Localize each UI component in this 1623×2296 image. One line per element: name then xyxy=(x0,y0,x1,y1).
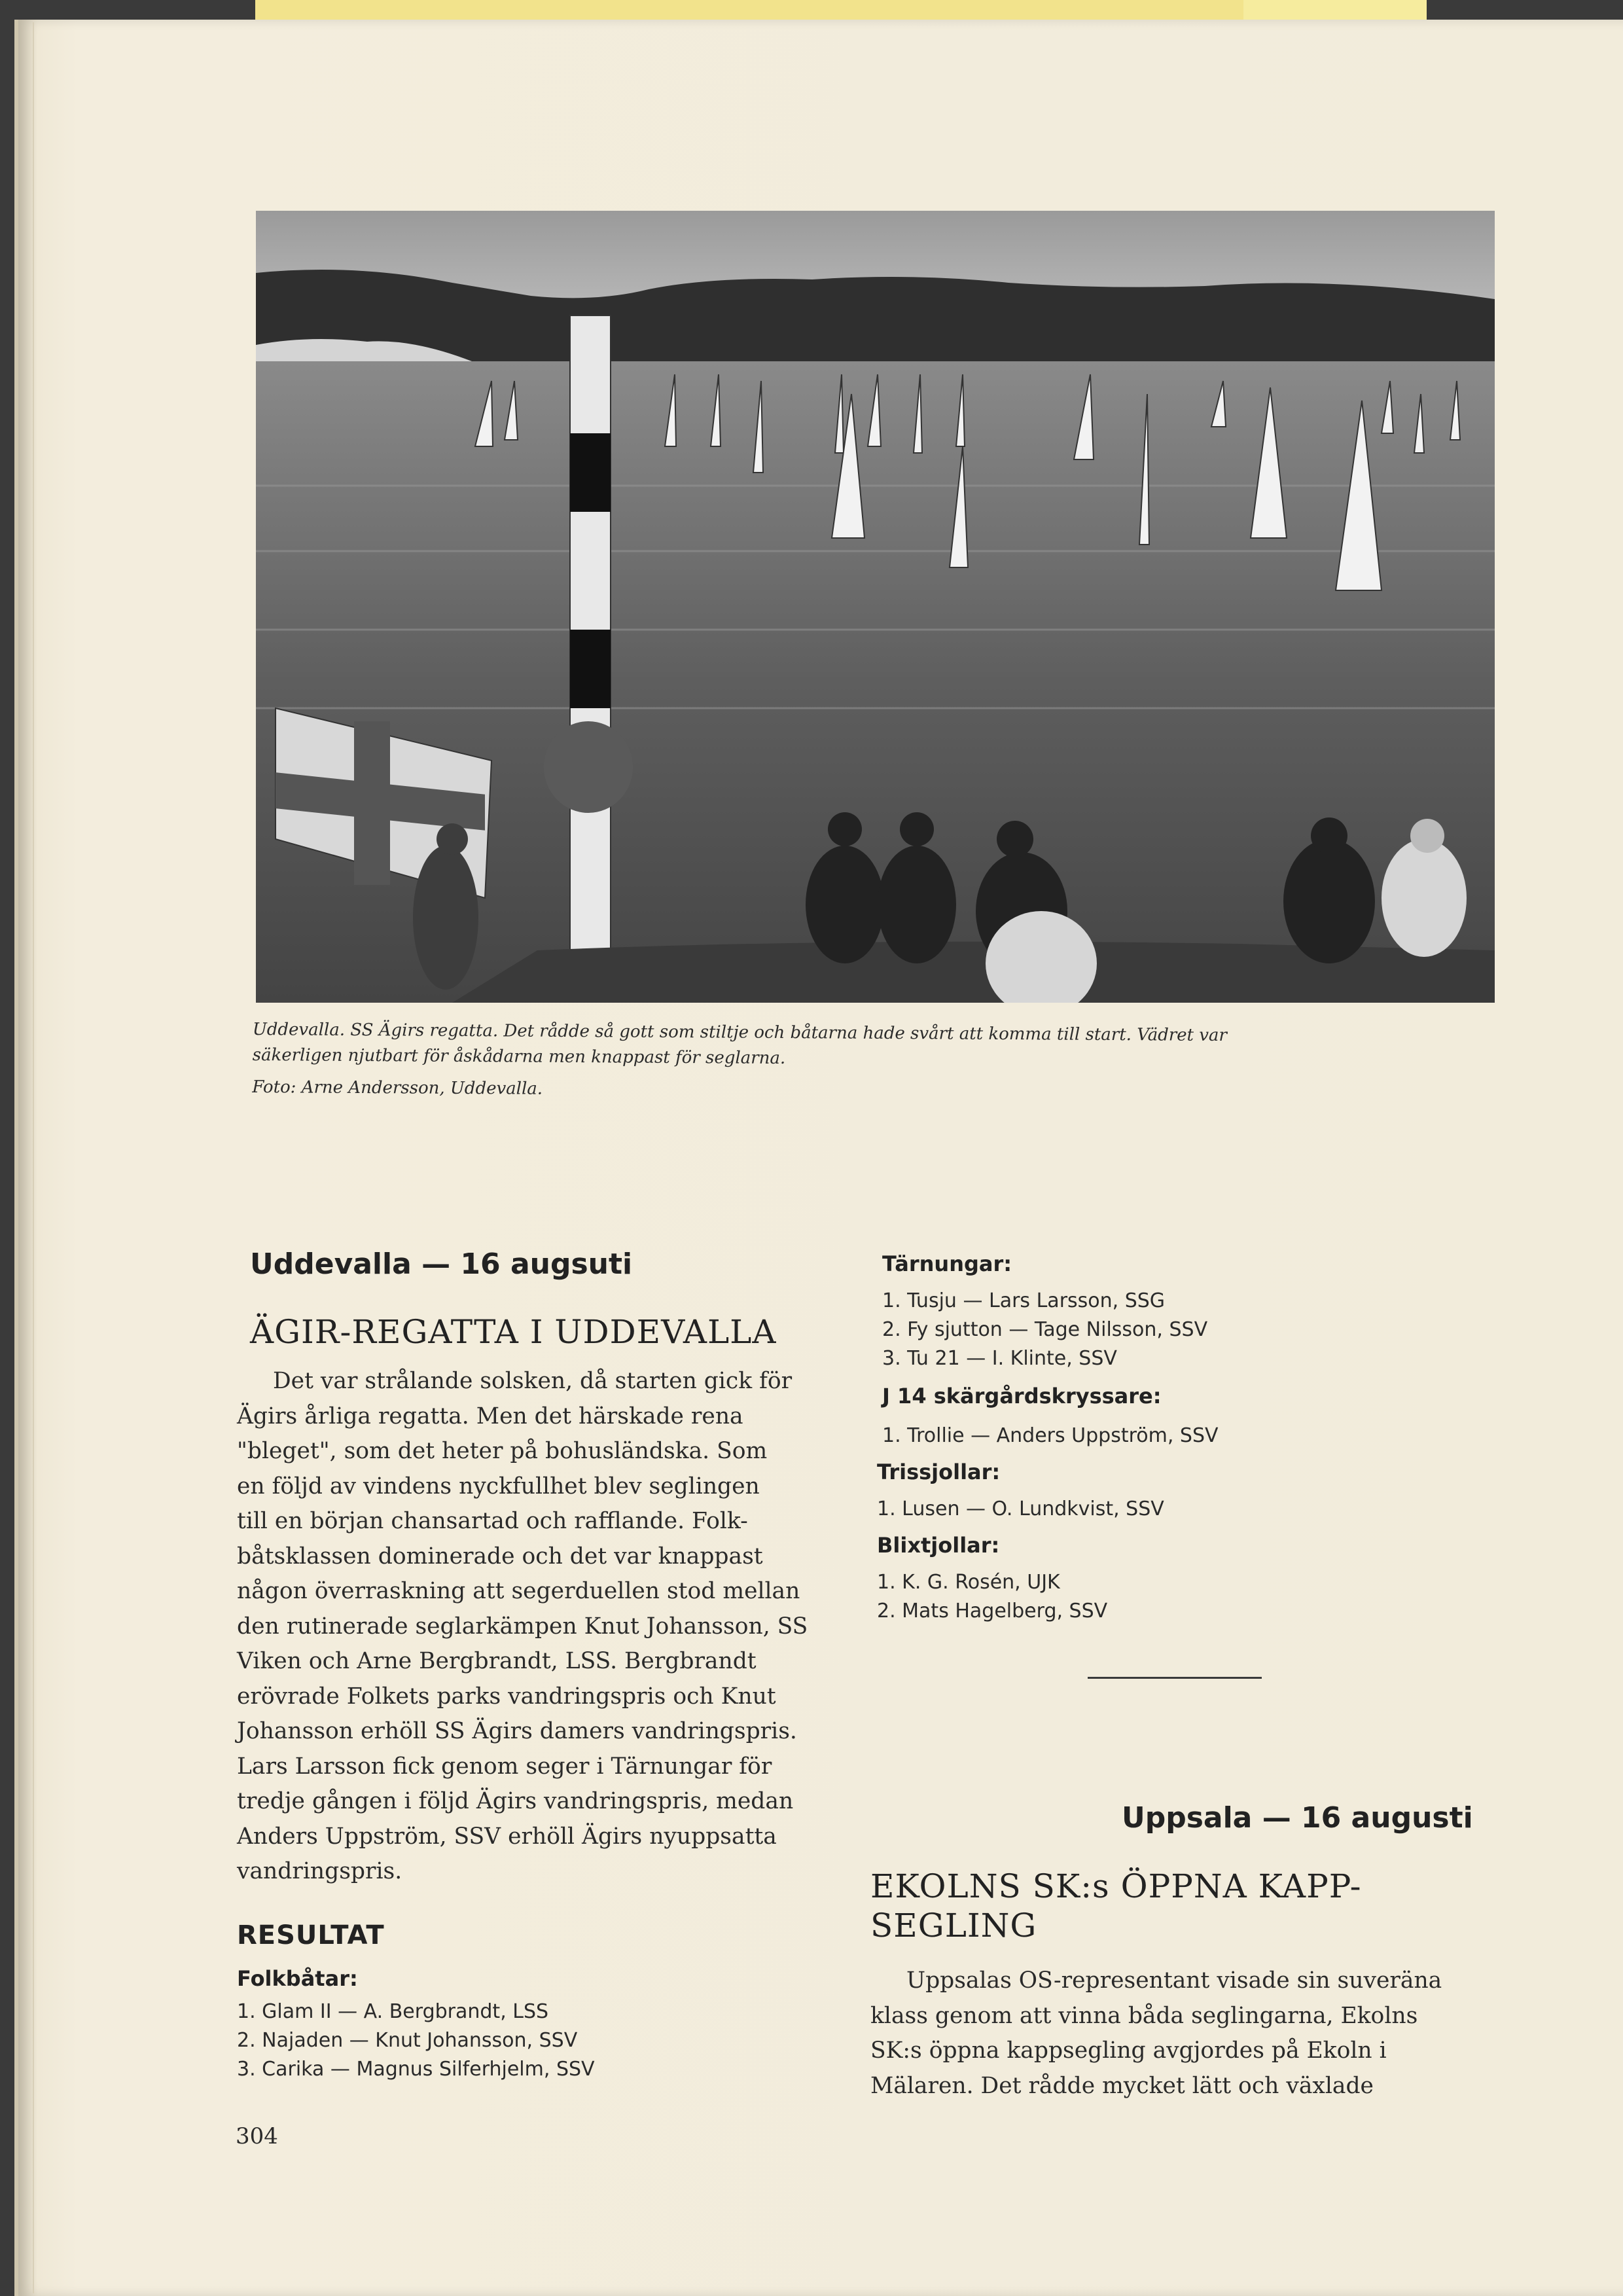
section-divider xyxy=(1088,1677,1262,1679)
label-folkbatar: Folkbåtar: xyxy=(237,1966,358,1991)
results-heading: RESULTAT xyxy=(237,1920,385,1950)
article-body-ekoln xyxy=(870,1964,1442,2104)
body-ekoln-line: Mälaren. Det rådde mycket lätt och växlade xyxy=(870,2072,1374,2099)
label-blixtjollar: Blixtjollar: xyxy=(877,1533,1000,1558)
body-ekoln-line: klass genom att vinna båda seglingarna, Ekolns xyxy=(870,2002,1418,2029)
body-agir-line: båtsklassen dominerade och det var knappast xyxy=(237,1543,763,1570)
article-title-ekoln-line-2: SEGLING xyxy=(870,1907,1037,1945)
photo-caption xyxy=(252,1017,1496,1108)
result-item: 3. Tu 21 — I. Klinte, SSV xyxy=(882,1347,1117,1370)
dateline-uppsala: Uppsala — 16 augusti xyxy=(1122,1801,1473,1835)
result-item: 1. Trollie — Anders Uppström, SSV xyxy=(882,1424,1219,1447)
dateline-uddevalla: Uddevalla — 16 augsuti xyxy=(250,1247,633,1281)
result-item: 3. Carika — Magnus Silferhjelm, SSV xyxy=(237,2058,595,2081)
article-title-agir: ÄGIR-REGATTA I UDDEVALLA xyxy=(250,1313,777,1351)
body-agir-line: till en början chansartad och rafflande. Folk- xyxy=(237,1508,748,1534)
body-agir-line: Viken och Arne Bergbrandt, LSS. Bergbrandt xyxy=(237,1648,757,1674)
body-agir-line: erövrade Folkets parks vandringspris och Knut xyxy=(237,1683,776,1710)
body-agir-line: någon överraskning att segerduellen stod mellan xyxy=(237,1578,800,1604)
result-item: 2. Najaden — Knut Johansson, SSV xyxy=(237,2029,578,2052)
result-item: 1. K. G. Rosén, UJK xyxy=(877,1571,1060,1594)
body-ekoln-line: SK:s öppna kappsegling avgjordes på Ekoln i xyxy=(870,2037,1387,2064)
result-item: 2. Fy sjutton — Tage Nilsson, SSV xyxy=(882,1318,1208,1341)
results-tarnungar xyxy=(882,1287,1207,1373)
body-ekoln-line: Uppsalas OS-representant visade sin suveräna xyxy=(906,1967,1442,1994)
body-agir-line: Lars Larsson fick genom seger i Tärnungar för xyxy=(237,1753,772,1780)
body-agir-line: "bleget", som det heter på bohusländska. Som xyxy=(237,1438,768,1464)
results-blixtjollar xyxy=(877,1568,1107,1626)
label-trissjollar: Trissjollar: xyxy=(877,1460,1001,1484)
result-item: 2. Mats Hagelberg, SSV xyxy=(877,1600,1108,1623)
page-number: 304 xyxy=(236,2123,278,2149)
body-agir-line: den rutinerade seglarkämpen Knut Johansson, SS xyxy=(237,1613,808,1640)
article-body-agir xyxy=(237,1364,808,1890)
body-agir-line: Ägirs årliga regatta. Men det härskade rena xyxy=(237,1403,743,1429)
body-agir-line: en följd av vindens nyckfullhet blev seglingen xyxy=(237,1473,760,1499)
result-item: 1. Tusju — Lars Larsson, SSG xyxy=(882,1289,1166,1312)
caption-line-2: säkerligen njutbart för åskådarna men knappast för seglarna. xyxy=(252,1045,786,1068)
label-tarnungar: Tärnungar: xyxy=(882,1251,1012,1276)
results-folkbatar xyxy=(237,1998,595,2084)
body-agir-line: Det var strålande solsken, då starten gick för xyxy=(273,1368,793,1394)
page-edge xyxy=(33,22,34,2293)
result-item: 1. Lusen — O. Lundkvist, SSV xyxy=(877,1498,1164,1520)
body-agir-line: tredje gången i följd Ägirs vandringspris, medan xyxy=(237,1788,794,1814)
caption-line-1: Uddevalla. SS Ägirs regatta. Det rådde så gott som stiltje och båtarna hade svårt att komma till start. Vädret var xyxy=(252,1019,1228,1046)
article-title-ekoln-line-1: EKOLNS SK:s ÖPPNA KAPP- xyxy=(870,1867,1362,1905)
body-agir-line: vandringspris. xyxy=(237,1858,402,1884)
body-agir-line: Anders Uppström, SSV erhöll Ägirs nyuppsatta xyxy=(237,1823,777,1850)
result-item: 1. Glam II — A. Bergbrandt, LSS xyxy=(237,2000,549,2023)
results-j14 xyxy=(882,1422,1219,1450)
article-title-ekoln xyxy=(870,1867,1362,1945)
photo-illustration xyxy=(256,211,1495,1003)
body-agir-line: Johansson erhöll SS Ägirs damers vandringspris. xyxy=(237,1718,797,1744)
results-trissjollar xyxy=(877,1495,1164,1524)
regatta-photo xyxy=(256,211,1495,1003)
photo-credit: Foto: Arne Andersson, Uddevalla. xyxy=(252,1077,543,1099)
label-j14: J 14 skärgårdskryssare: xyxy=(882,1384,1162,1408)
